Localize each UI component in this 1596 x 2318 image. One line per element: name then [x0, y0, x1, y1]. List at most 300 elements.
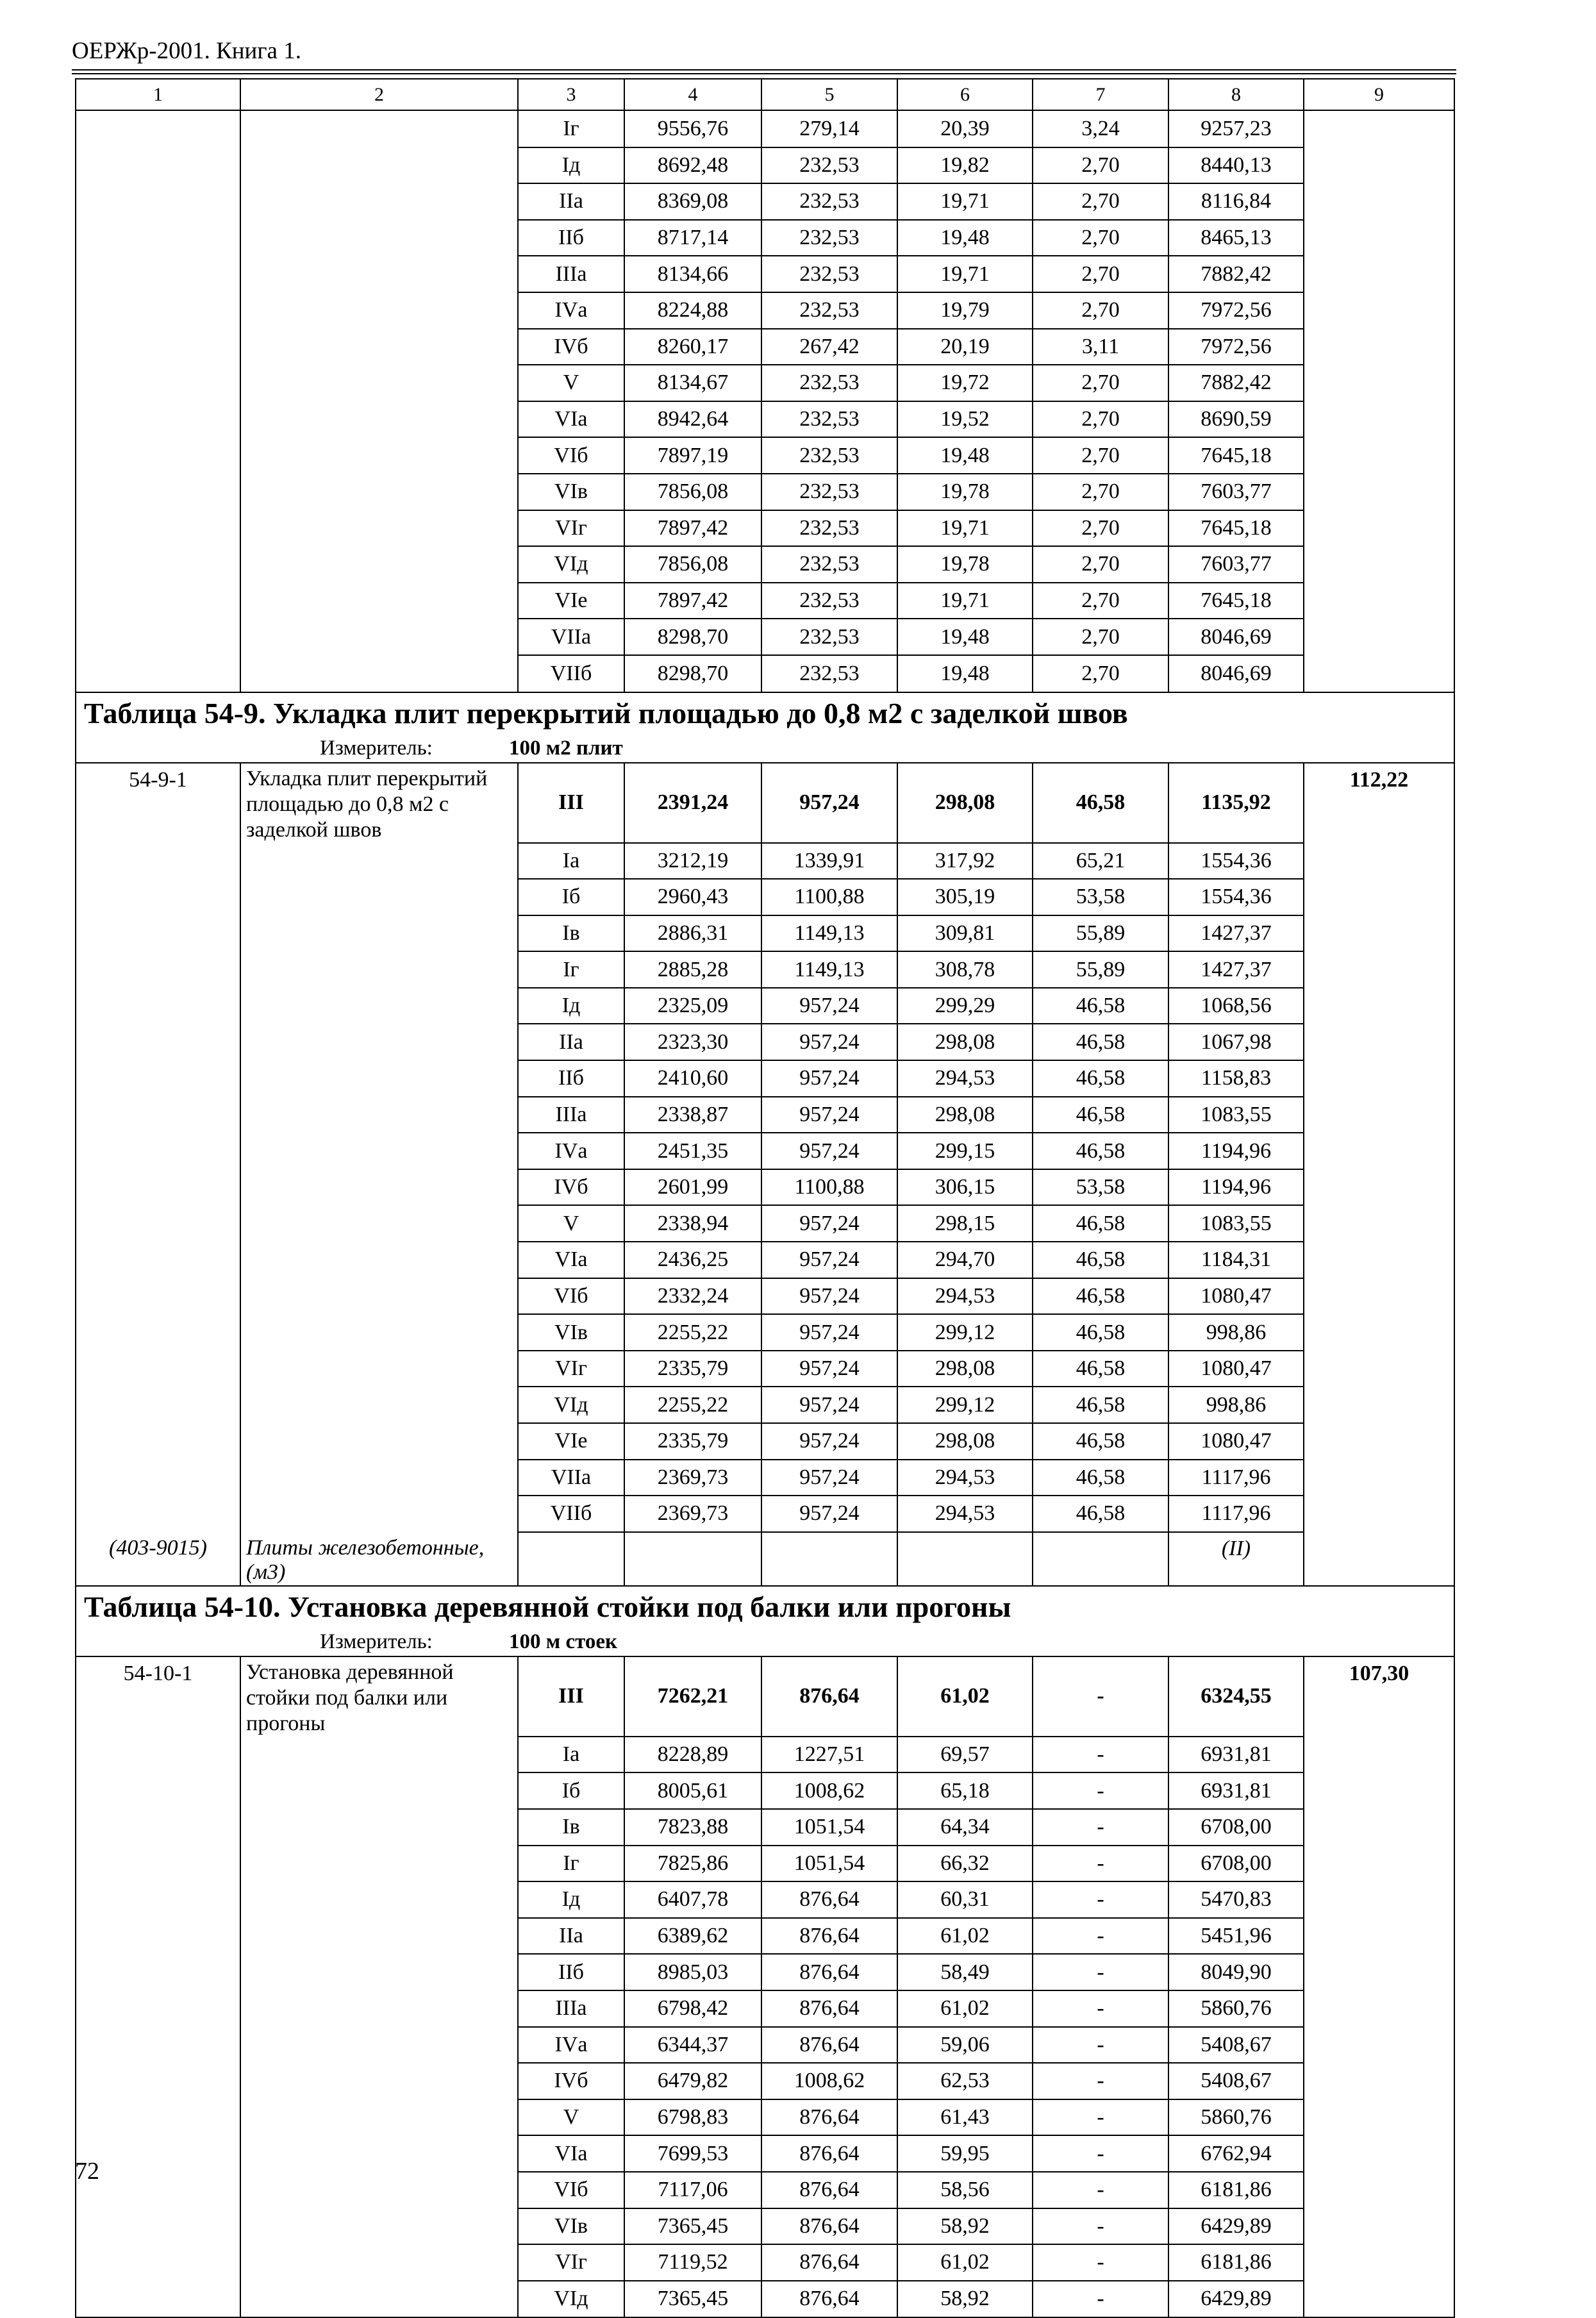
description-cell [240, 1460, 518, 1496]
value-cell-8: 8046,69 [1168, 619, 1304, 655]
value-cell-4: 8369,08 [624, 183, 761, 220]
table-row [76, 1460, 1454, 1496]
index-cell [1304, 365, 1454, 401]
table-row [76, 951, 1454, 988]
code-cell [76, 1772, 240, 1809]
description-cell [240, 110, 518, 147]
value-cell-8: 5860,76 [1168, 2099, 1304, 2136]
value-cell-8: 1080,47 [1168, 1278, 1304, 1315]
value-cell-5: 1149,13 [761, 915, 897, 952]
index-cell [1304, 583, 1454, 619]
index-cell [1304, 437, 1454, 474]
value-cell-4: 7119,52 [624, 2244, 761, 2281]
index-cell [1304, 1242, 1454, 1278]
value-cell-3: VIв [518, 1314, 624, 1351]
value-cell-4: 2338,94 [624, 1205, 761, 1242]
value-cell-6: 299,12 [897, 1387, 1033, 1423]
index-cell [1304, 256, 1454, 292]
value-cell-4: 2960,43 [624, 879, 761, 915]
value-cell-5: 957,24 [761, 1205, 897, 1242]
code-cell [76, 1809, 240, 1846]
value-cell-4: 2325,09 [624, 988, 761, 1024]
description-cell [240, 1242, 518, 1278]
value-cell-4: 2391,24 [624, 763, 761, 843]
index-cell [1304, 951, 1454, 988]
table-row [76, 1060, 1454, 1097]
index-cell [1304, 1314, 1454, 1351]
value-cell-8: 8116,84 [1168, 183, 1304, 220]
description-cell [240, 474, 518, 510]
description-cell [240, 1387, 518, 1423]
value-cell-3: IIа [518, 183, 624, 220]
value-cell-8: 6931,81 [1168, 1772, 1304, 1809]
value-cell-4: 2369,73 [624, 1496, 761, 1532]
index-cell [1304, 619, 1454, 655]
index-cell [1304, 1809, 1454, 1846]
column-header-5: 5 [761, 79, 897, 110]
index-cell [1304, 1024, 1454, 1060]
value-cell-7: 46,58 [1033, 1423, 1168, 1460]
index-cell [1304, 1423, 1454, 1460]
index-cell [1304, 401, 1454, 438]
index-cell [1304, 1918, 1454, 1955]
value-cell-8: 6708,00 [1168, 1846, 1304, 1882]
value-cell-3: Iг [518, 110, 624, 147]
code-cell [76, 1278, 240, 1315]
code-cell [76, 1918, 240, 1955]
code-cell [76, 583, 240, 619]
value-cell-5: 876,64 [761, 2172, 897, 2208]
value-cell-4: 7897,19 [624, 437, 761, 474]
value-cell-7: 46,58 [1033, 1460, 1168, 1496]
code-cell [76, 256, 240, 292]
value-cell-6: 294,53 [897, 1060, 1033, 1097]
table-row [76, 1809, 1454, 1846]
code-cell [76, 843, 240, 880]
value-cell-3: IVб [518, 329, 624, 365]
value-cell-8: 1067,98 [1168, 1024, 1304, 1060]
value-cell-6: 61,02 [897, 1990, 1033, 2027]
table-body [76, 79, 1454, 2317]
value-cell-5: 1051,54 [761, 1846, 897, 1882]
table-row [76, 1954, 1454, 1990]
value-cell-3: VIе [518, 1423, 624, 1460]
value-cell-3: IIа [518, 1024, 624, 1060]
value-cell-4: 7856,08 [624, 474, 761, 510]
value-cell-6: 58,92 [897, 2281, 1033, 2318]
code-cell [76, 2208, 240, 2245]
value-cell-5: 876,64 [761, 1918, 897, 1955]
table-row [76, 1351, 1454, 1387]
table-row [76, 1656, 1454, 1737]
value-cell-7: - [1033, 1809, 1168, 1846]
value-cell-8: 7603,77 [1168, 474, 1304, 510]
code-cell [76, 292, 240, 329]
value-cell-4: 3212,19 [624, 843, 761, 880]
value-cell-6: 306,15 [897, 1169, 1033, 1206]
header-rule [72, 69, 1456, 71]
value-cell-3: V [518, 1205, 624, 1242]
page-header [72, 37, 1456, 65]
measure-label: Измеритель: [320, 736, 433, 760]
code-cell: 54-9-1 [76, 763, 240, 843]
table-row [76, 183, 1454, 220]
code-cell [76, 988, 240, 1024]
code-cell [76, 619, 240, 655]
value-cell-6: 298,15 [897, 1205, 1033, 1242]
index-cell [1304, 843, 1454, 880]
value-cell-6: 299,15 [897, 1133, 1033, 1169]
index-cell [1304, 915, 1454, 952]
value-cell-5: 232,53 [761, 474, 897, 510]
table-row [76, 915, 1454, 952]
value-cell-5: 957,24 [761, 1133, 897, 1169]
description-cell [240, 256, 518, 292]
description-cell [240, 401, 518, 438]
table-row [76, 1133, 1454, 1169]
value-cell-4: 2332,24 [624, 1278, 761, 1315]
value-cell-3: Iг [518, 1846, 624, 1882]
index-cell [1304, 474, 1454, 510]
value-cell-3: VIе [518, 583, 624, 619]
description-cell [240, 951, 518, 988]
value-cell-8: 1554,36 [1168, 879, 1304, 915]
value-cell-7: - [1033, 2172, 1168, 2208]
value-cell-3: VIд [518, 1387, 624, 1423]
column-header-6: 6 [897, 79, 1033, 110]
value-cell-7: 2,70 [1033, 256, 1168, 292]
note-empty-cell [761, 1532, 897, 1586]
index-cell [1304, 2099, 1454, 2136]
value-cell-3: VIа [518, 401, 624, 438]
table-row [76, 1423, 1454, 1460]
value-cell-4: 2885,28 [624, 951, 761, 988]
description-cell [240, 843, 518, 880]
note-code: (403-9015) [76, 1532, 240, 1586]
description-cell [240, 1097, 518, 1133]
index-cell [1304, 2135, 1454, 2172]
value-cell-8: 6181,86 [1168, 2172, 1304, 2208]
value-cell-3: VIIа [518, 619, 624, 655]
value-cell-7: - [1033, 1918, 1168, 1955]
code-cell [76, 1954, 240, 1990]
index-cell [1304, 1387, 1454, 1423]
value-cell-6: 19,48 [897, 619, 1033, 655]
value-cell-8: 1117,96 [1168, 1496, 1304, 1532]
value-cell-4: 2436,25 [624, 1242, 761, 1278]
code-cell [76, 879, 240, 915]
value-cell-6: 298,08 [897, 1024, 1033, 1060]
value-cell-8: 1194,96 [1168, 1169, 1304, 1206]
value-cell-4: 6479,82 [624, 2063, 761, 2099]
value-cell-7: 46,58 [1033, 1387, 1168, 1423]
code-cell [76, 1314, 240, 1351]
value-cell-3: VIг [518, 2244, 624, 2281]
measure-row [76, 734, 1454, 763]
table-row [76, 879, 1454, 915]
index-cell [1304, 2208, 1454, 2245]
value-cell-5: 957,24 [761, 1314, 897, 1351]
value-cell-3: Iв [518, 1809, 624, 1846]
value-cell-6: 19,78 [897, 546, 1033, 583]
value-cell-5: 232,53 [761, 256, 897, 292]
measure-row [76, 1628, 1454, 1656]
value-cell-8: 998,86 [1168, 1314, 1304, 1351]
index-cell [1304, 292, 1454, 329]
value-cell-5: 232,53 [761, 546, 897, 583]
description-cell [240, 1809, 518, 1846]
table-row [76, 1881, 1454, 1918]
value-cell-4: 2335,79 [624, 1351, 761, 1387]
value-cell-4: 2886,31 [624, 915, 761, 952]
value-cell-7: - [1033, 1881, 1168, 1918]
rates-table [75, 78, 1455, 2318]
code-cell [76, 951, 240, 988]
value-cell-3: Iв [518, 915, 624, 952]
value-cell-7: 46,58 [1033, 1496, 1168, 1532]
value-cell-4: 8942,64 [624, 401, 761, 438]
value-cell-6: 298,08 [897, 763, 1033, 843]
value-cell-3: VIа [518, 2135, 624, 2172]
value-cell-3: III [518, 1656, 624, 1737]
index-cell [1304, 1496, 1454, 1532]
value-cell-8: 7882,42 [1168, 365, 1304, 401]
description-cell [240, 2208, 518, 2245]
material-note-row [76, 1532, 1454, 1586]
value-cell-4: 7897,42 [624, 583, 761, 619]
value-cell-6: 19,48 [897, 437, 1033, 474]
value-cell-8: 7972,56 [1168, 329, 1304, 365]
table-row [76, 401, 1454, 438]
value-cell-6: 19,52 [897, 401, 1033, 438]
index-cell [1304, 110, 1454, 147]
value-cell-6: 298,08 [897, 1097, 1033, 1133]
code-cell [76, 1024, 240, 1060]
table-row [76, 1205, 1454, 1242]
value-cell-8: 7603,77 [1168, 546, 1304, 583]
value-cell-7: 46,58 [1033, 1314, 1168, 1351]
value-cell-3: VIIа [518, 1460, 624, 1496]
index-cell [1304, 2172, 1454, 2208]
measure-cell [76, 734, 1454, 763]
column-header-4: 4 [624, 79, 761, 110]
value-cell-7: 46,58 [1033, 1060, 1168, 1097]
value-cell-4: 7897,42 [624, 510, 761, 547]
value-cell-8: 1080,47 [1168, 1423, 1304, 1460]
index-cell [1304, 2063, 1454, 2099]
value-cell-3: IVа [518, 1133, 624, 1169]
value-cell-6: 62,53 [897, 2063, 1033, 2099]
value-cell-7: 46,58 [1033, 1205, 1168, 1242]
table-row [76, 2281, 1454, 2318]
value-cell-7: 53,58 [1033, 879, 1168, 915]
index-cell [1304, 2027, 1454, 2064]
table-row [76, 329, 1454, 365]
value-cell-4: 8260,17 [624, 329, 761, 365]
value-cell-7: 46,58 [1033, 1133, 1168, 1169]
code-cell [76, 1205, 240, 1242]
code-cell [76, 2099, 240, 2136]
value-cell-3: IIа [518, 1918, 624, 1955]
code-cell [76, 1423, 240, 1460]
value-cell-4: 8298,70 [624, 655, 761, 692]
value-cell-5: 876,64 [761, 2099, 897, 2136]
value-cell-6: 294,70 [897, 1242, 1033, 1278]
table-row [76, 510, 1454, 547]
value-cell-5: 232,53 [761, 655, 897, 692]
value-cell-8: 8440,13 [1168, 147, 1304, 184]
column-header-row [76, 79, 1454, 110]
value-cell-6: 60,31 [897, 1881, 1033, 1918]
value-cell-5: 957,24 [761, 1278, 897, 1315]
description-cell [240, 2063, 518, 2099]
description-cell: Укладка плит перекрытий площадью до 0,8 м2 с заделкой швов [240, 763, 518, 843]
value-cell-7: - [1033, 2135, 1168, 2172]
header-rule [72, 73, 1456, 74]
table-title-row [76, 692, 1454, 734]
table-row [76, 583, 1454, 619]
index-cell [1304, 1772, 1454, 1809]
value-cell-8: 1158,83 [1168, 1060, 1304, 1097]
value-cell-7: 2,70 [1033, 619, 1168, 655]
value-cell-3: Iб [518, 1772, 624, 1809]
value-cell-4: 2255,22 [624, 1387, 761, 1423]
index-cell: 112,22 [1304, 763, 1454, 843]
value-cell-4: 7117,06 [624, 2172, 761, 2208]
value-cell-7: - [1033, 1990, 1168, 2027]
value-cell-4: 8298,70 [624, 619, 761, 655]
value-cell-7: 2,70 [1033, 474, 1168, 510]
description-cell [240, 1205, 518, 1242]
value-cell-6: 19,48 [897, 220, 1033, 256]
value-cell-6: 58,49 [897, 1954, 1033, 1990]
value-cell-5: 1008,62 [761, 2063, 897, 2099]
description-cell [240, 1169, 518, 1206]
value-cell-5: 232,53 [761, 292, 897, 329]
value-cell-8: 7645,18 [1168, 583, 1304, 619]
value-cell-5: 957,24 [761, 988, 897, 1024]
code-cell [76, 147, 240, 184]
value-cell-6: 65,18 [897, 1772, 1033, 1809]
column-header-9: 9 [1304, 79, 1454, 110]
code-cell [76, 2063, 240, 2099]
code-cell [76, 510, 240, 547]
code-cell [76, 1846, 240, 1882]
value-cell-6: 305,19 [897, 879, 1033, 915]
table-row [76, 474, 1454, 510]
code-cell [76, 1133, 240, 1169]
index-cell [1304, 1881, 1454, 1918]
value-cell-3: VIв [518, 474, 624, 510]
value-cell-5: 1227,51 [761, 1737, 897, 1773]
value-cell-7: 2,70 [1033, 401, 1168, 438]
description-cell [240, 1278, 518, 1315]
description-cell [240, 655, 518, 692]
value-cell-5: 876,64 [761, 2135, 897, 2172]
value-cell-8: 6708,00 [1168, 1809, 1304, 1846]
index-cell [1304, 1133, 1454, 1169]
value-cell-4: 2369,73 [624, 1460, 761, 1496]
value-cell-6: 66,32 [897, 1846, 1033, 1882]
value-cell-7: - [1033, 2063, 1168, 2099]
table-row [76, 2063, 1454, 2099]
table-row [76, 1242, 1454, 1278]
value-cell-8: 6429,89 [1168, 2208, 1304, 2245]
note-empty-cell [1304, 1532, 1454, 1586]
value-cell-6: 61,43 [897, 2099, 1033, 2136]
value-cell-4: 8717,14 [624, 220, 761, 256]
description-cell [240, 1846, 518, 1882]
value-cell-5: 876,64 [761, 2281, 897, 2318]
value-cell-7: 2,70 [1033, 147, 1168, 184]
value-cell-4: 2335,79 [624, 1423, 761, 1460]
value-cell-8: 8465,13 [1168, 220, 1304, 256]
value-cell-5: 279,14 [761, 110, 897, 147]
value-cell-8: 5408,67 [1168, 2027, 1304, 2064]
value-cell-3: VIд [518, 2281, 624, 2318]
value-cell-5: 876,64 [761, 1990, 897, 2027]
table-row [76, 1846, 1454, 1882]
value-cell-5: 1339,91 [761, 843, 897, 880]
table-row [76, 1918, 1454, 1955]
value-cell-4: 6344,37 [624, 2027, 761, 2064]
description-cell [240, 1772, 518, 1809]
index-cell [1304, 1990, 1454, 2027]
index-cell [1304, 183, 1454, 220]
table-row [76, 619, 1454, 655]
table-row [76, 2135, 1454, 2172]
value-cell-7: - [1033, 1656, 1168, 1737]
value-cell-8: 1083,55 [1168, 1097, 1304, 1133]
value-cell-5: 876,64 [761, 1954, 897, 1990]
value-cell-6: 298,08 [897, 1351, 1033, 1387]
code-cell [76, 915, 240, 952]
measure-value: 100 м2 плит [509, 736, 623, 760]
value-cell-3: IIIа [518, 1097, 624, 1133]
value-cell-4: 8224,88 [624, 292, 761, 329]
index-cell [1304, 1954, 1454, 1990]
note-empty-cell [897, 1532, 1033, 1586]
value-cell-7: - [1033, 2281, 1168, 2318]
code-cell [76, 2172, 240, 2208]
code-cell [76, 1169, 240, 1206]
table-row [76, 1024, 1454, 1060]
value-cell-8: 6181,86 [1168, 2244, 1304, 2281]
note-description: Плиты железобетонные, (м3) [240, 1532, 518, 1586]
value-cell-3: VIб [518, 2172, 624, 2208]
value-cell-5: 232,53 [761, 437, 897, 474]
code-cell [76, 365, 240, 401]
description-cell [240, 1060, 518, 1097]
value-cell-8: 1080,47 [1168, 1351, 1304, 1387]
description-cell [240, 2099, 518, 2136]
value-cell-7: - [1033, 2244, 1168, 2281]
index-cell [1304, 220, 1454, 256]
value-cell-7: 46,58 [1033, 763, 1168, 843]
table-row [76, 1387, 1454, 1423]
table-row [76, 1737, 1454, 1773]
value-cell-6: 317,92 [897, 843, 1033, 880]
document-title: ОЕРЖр-2001. Книга 1. [72, 38, 301, 64]
code-cell [76, 1097, 240, 1133]
description-cell [240, 292, 518, 329]
value-cell-4: 7823,88 [624, 1809, 761, 1846]
value-cell-4: 8692,48 [624, 147, 761, 184]
index-cell [1304, 655, 1454, 692]
column-header-7: 7 [1033, 79, 1168, 110]
value-cell-8: 6429,89 [1168, 2281, 1304, 2318]
value-cell-4: 6798,83 [624, 2099, 761, 2136]
